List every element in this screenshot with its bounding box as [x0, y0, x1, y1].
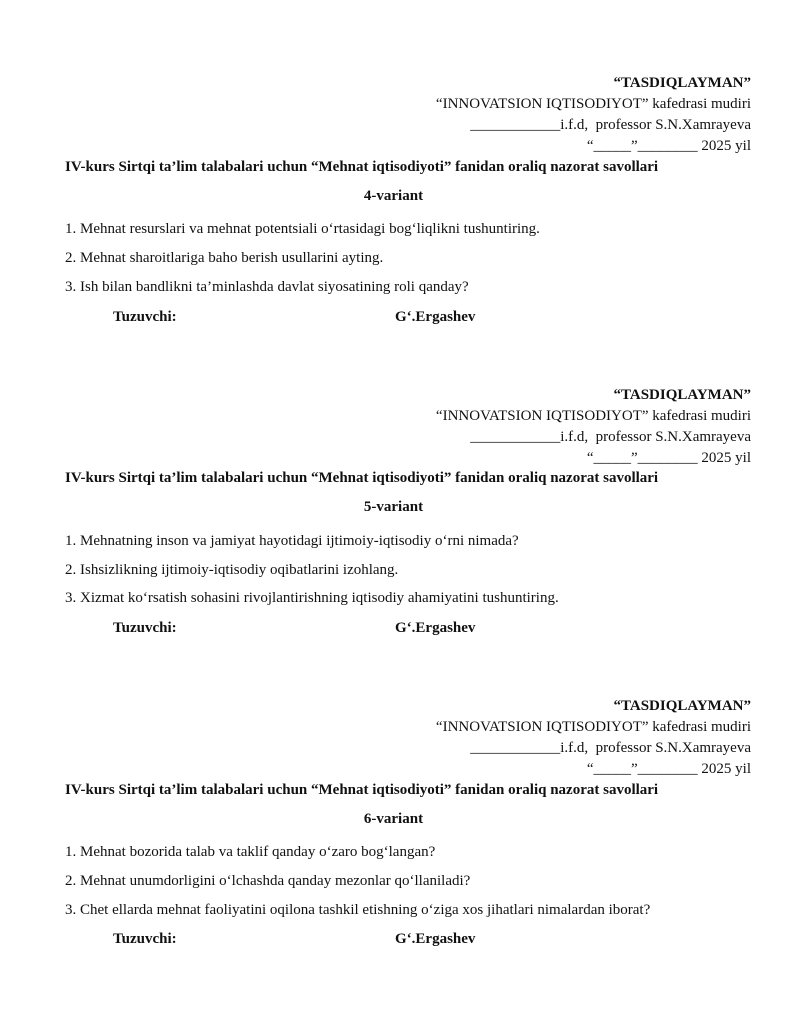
- approval-department: “INNOVATSION IQTISODIYOT” kafedrasi mudiri: [435, 408, 751, 424]
- approval-date-line: “_____”________ 2025 yil: [586, 450, 751, 466]
- exam-title: IV-kurs Sirtqi ta’lim talabalari uchun “Mehnat iqtisodiyoti” fanidan oraliq nazorat savollari: [65, 470, 659, 486]
- approval-date-line: “_____”________ 2025 yil: [586, 761, 751, 777]
- approval-block: [436, 73, 751, 157]
- question-item: 3. Xizmat ko‘rsatish sohasini rivojlantirishning iqtisodiy ahamiyatini tushuntiring.: [65, 590, 559, 606]
- composer-label: Tuzuvchi:: [113, 620, 177, 636]
- question-item: 2. Mehnat sharoitlariga baho berish usullarini ayting.: [65, 250, 384, 266]
- composer-name: G‘.Ergashev: [395, 931, 476, 947]
- approval-signature-line: ____________i.f.d, professor S.N.Xamrayeva: [470, 429, 751, 445]
- variant-heading: 6-variant: [363, 811, 424, 827]
- variant-heading: 5-variant: [363, 499, 424, 515]
- question-item: 1. Mehnatning inson va jamiyat hayotidagi ijtimoiy-iqtisodiy o‘rni nimada?: [65, 533, 519, 549]
- exam-title: IV-kurs Sirtqi ta’lim talabalari uchun “Mehnat iqtisodiyoti” fanidan oraliq nazorat savollari: [65, 159, 659, 175]
- composer-name: G‘.Ergashev: [395, 620, 476, 636]
- composer-name: G‘.Ergashev: [395, 309, 476, 325]
- approval-block: [436, 696, 751, 780]
- approval-title: “TASDIQLAYMAN”: [613, 698, 751, 714]
- question-item: 3. Chet ellarda mehnat faoliyatini oqilona tashkil etishning o‘ziga xos jihatlari nimalardan iborat?: [65, 902, 651, 918]
- question-item: 1. Mehnat resurslari va mehnat potentsiali o‘rtasidagi bog‘liqlikni tushuntiring.: [65, 221, 540, 237]
- approval-title: “TASDIQLAYMAN”: [613, 75, 751, 91]
- variant-heading: 4-variant: [363, 188, 424, 204]
- approval-signature-line: ____________i.f.d, professor S.N.Xamrayeva: [470, 117, 751, 133]
- approval-date-line: “_____”________ 2025 yil: [586, 138, 751, 154]
- approval-department: “INNOVATSION IQTISODIYOT” kafedrasi mudiri: [435, 96, 751, 112]
- approval-title: “TASDIQLAYMAN”: [613, 387, 751, 403]
- approval-department: “INNOVATSION IQTISODIYOT” kafedrasi mudiri: [435, 719, 751, 735]
- question-item: 2. Ishsizlikning ijtimoiy-iqtisodiy oqibatlarini izohlang.: [65, 562, 399, 578]
- exam-title: IV-kurs Sirtqi ta’lim talabalari uchun “Mehnat iqtisodiyoti” fanidan oraliq nazorat savollari: [65, 782, 659, 798]
- approval-block: [436, 385, 751, 469]
- composer-label: Tuzuvchi:: [113, 309, 177, 325]
- question-item: 1. Mehnat bozorida talab va taklif qanday o‘zaro bog‘langan?: [65, 844, 436, 860]
- question-item: 3. Ish bilan bandlikni ta’minlashda davlat siyosatining roli qanday?: [65, 279, 469, 295]
- composer-label: Tuzuvchi:: [113, 931, 177, 947]
- question-item: 2. Mehnat unumdorligini o‘lchashda qanday mezonlar qo‘llaniladi?: [65, 873, 471, 889]
- approval-signature-line: ____________i.f.d, professor S.N.Xamrayeva: [470, 740, 751, 756]
